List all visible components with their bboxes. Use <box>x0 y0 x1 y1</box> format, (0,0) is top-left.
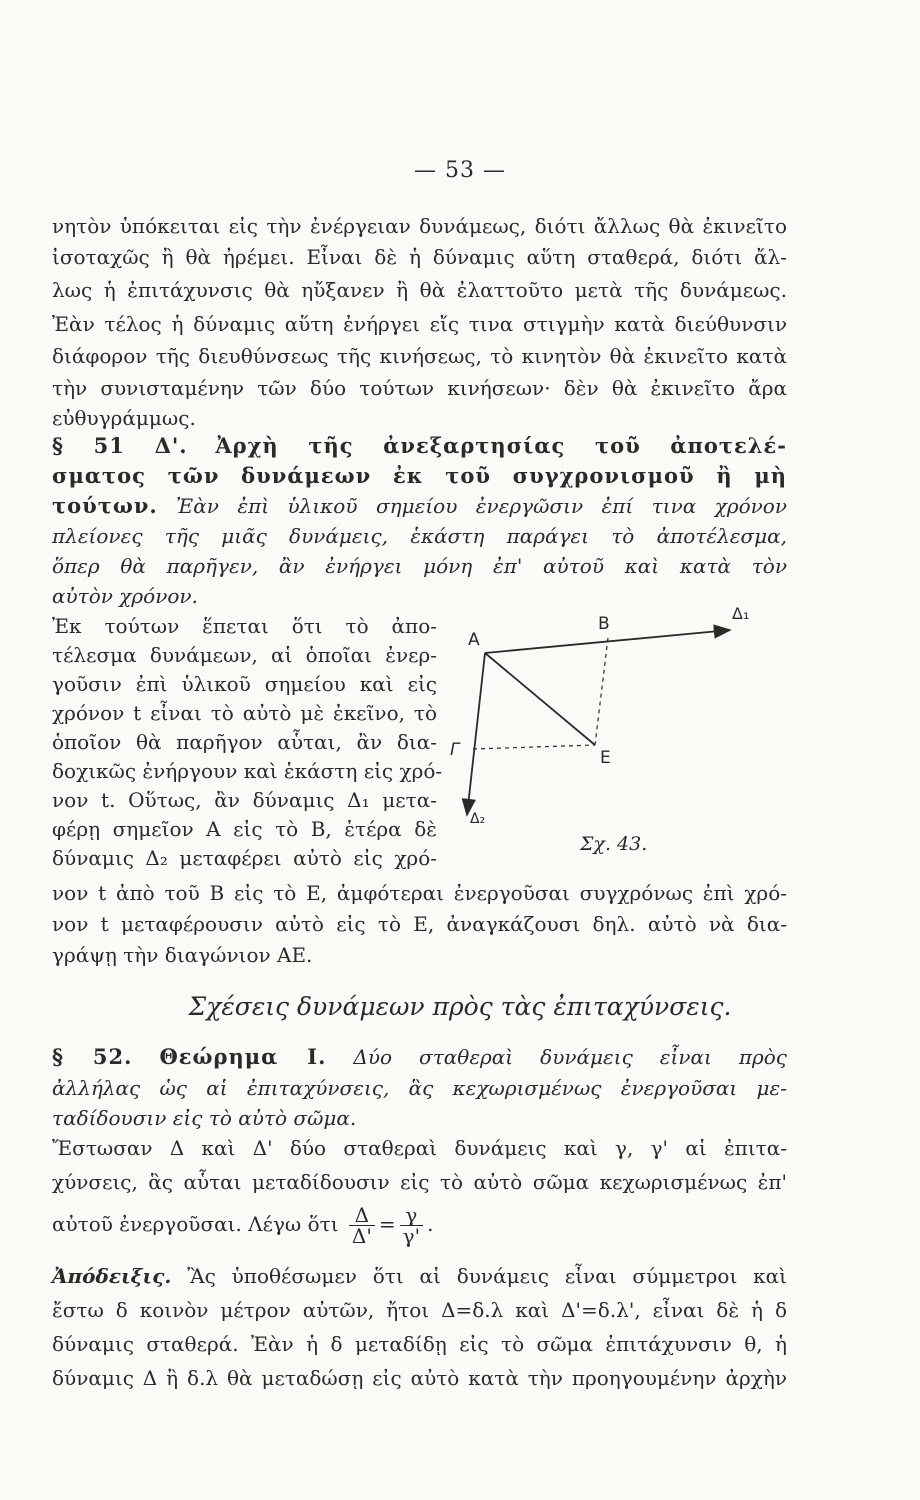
vector-d2 <box>467 653 485 815</box>
numerator: Δ <box>349 1205 375 1226</box>
proof-line: ἔστω δ κοινὸν μέτρον αὐτῶν, ἤτοι Δ=δ.λ καὶ Δ'=δ.λ', εἶναι δὲ ἡ δ <box>52 1298 787 1322</box>
statement-line: ἀλλήλας ὡς αἱ ἐπιταχύνσεις, ἃς κεχωρισμένως ἐνεργοῦσαι με- <box>52 1076 787 1100</box>
text-line: ὁποῖον θὰ παρῆγον αὗται, ἂν δια- <box>52 730 437 754</box>
text-line: νον t ἀπὸ τοῦ Β εἰς τὸ Ε, ἀμφότεραι ἐνεργοῦσαι συγχρόνως ἐπὶ χρό- <box>52 881 787 905</box>
statement-text: Δύο σταθεραὶ δυνάμεις εἶναι πρὸς <box>353 1045 788 1069</box>
text-line: διάφορον τῆς διευθύνσεως τῆς κινήσεως, τὸ κινητὸν θὰ ἐκινεῖτο κατὰ <box>52 344 787 368</box>
text-line: χύνσεις, ἃς αὗται μεταδίδουσιν εἰς τὸ αὐτὸ σῶμα κεχωρισμένως ἐπ' <box>52 1170 787 1194</box>
text-line: Ἐὰν τέλος ἡ δύναμις αὕτη ἐνήργει εἴς τινα στιγμὴν κατὰ διεύθυνσιν <box>52 312 787 336</box>
formula-line <box>52 1202 787 1246</box>
figure-caption: Σχ. 43. <box>580 833 648 855</box>
text-line: Ἐκ τούτων ἕπεται ὅτι τὸ ἀπο- <box>52 614 437 638</box>
page-number: — 53 — <box>414 158 506 183</box>
section-52-heading-line <box>52 1043 787 1071</box>
statement-line <box>52 492 787 520</box>
section-number: § 51 Δ'. <box>52 433 188 458</box>
label-e: Ε <box>600 748 611 768</box>
label-a: Α <box>468 630 480 650</box>
proof-text: Ἂς ὑποθέσωμεν ὅτι αἱ δυνάμεις εἶναι σύμμετροι καὶ <box>187 1264 787 1288</box>
text-line: εὐθυγράμμως. <box>52 406 196 430</box>
statement-line: αὐτὸν χρόνον. <box>52 584 198 608</box>
proof-line <box>52 1262 787 1290</box>
fraction-right <box>400 1205 423 1246</box>
text-line: ἰσοταχῶς ἢ θὰ ἠρέμει. Εἶναι δὲ ἡ δύναμις αὕτη σταθερά, διότι ἄλ- <box>52 245 787 269</box>
statement-line: πλείονες τῆς μιᾶς δυνάμεις, ἑκάστη παράγει τὸ ἀποτέλεσμα, <box>52 524 787 548</box>
section-number: § 52. <box>52 1044 133 1069</box>
label-d1: Δ₁ <box>732 605 750 623</box>
proof-label: Ἀπόδειξις. <box>52 1264 172 1288</box>
text-line: δοχικῶς ἐνήργουν καὶ ἑκάστη εἰς χρό- <box>52 759 443 783</box>
text-line: τὴν συνισταμένην τῶν δύο τούτων κινήσεων· δὲν θὰ ἐκινεῖτο ἄρα <box>52 376 787 400</box>
text-line: τέλεσμα δυνάμεων, αἱ ὁποῖαι ἐνερ- <box>52 643 437 667</box>
text-line: δύναμις Δ₂ μεταφέρει αὐτὸ εἰς χρό- <box>52 846 437 870</box>
text-line: γοῦσιν ἐπὶ ὑλικοῦ σημείου καὶ εἰς <box>52 672 437 696</box>
dashed-ge <box>473 745 595 749</box>
section-title: Ἀρχὴ τῆς ἀνεξαρτησίας τοῦ ἀποτελέ- <box>215 433 787 458</box>
section-title-end: τούτων. <box>52 493 158 518</box>
label-g: Γ <box>450 740 460 760</box>
section-51-heading-line <box>52 432 787 460</box>
text-line: Ἔστωσαν Δ καὶ Δ' δύο σταθεραὶ δυνάμεις καὶ γ, γ' αἱ ἐπιτα- <box>52 1136 787 1160</box>
denominator: Δ' <box>351 1224 372 1248</box>
text-line: λως ἡ ἐπιτάχυνσις θὰ ηὔξανεν ἢ θὰ ἐλαττοῦτο μετὰ τῆς δυνάμεως. <box>52 278 787 302</box>
section-title-line: σματος τῶν δυνάμεων ἐκ τοῦ συγχρονισμοῦ ἢ μὴ <box>52 463 787 488</box>
theorem-title: Θεώρημα I. <box>159 1044 327 1069</box>
text-line: φέρῃ σημεῖον Α εἰς τὸ Β, ἑτέρα δὲ <box>52 817 437 841</box>
proof-line: δύναμις σταθερά. Ἐὰν ἡ δ μεταδίδῃ εἰς τὸ σῶμα ἐπιτάχυνσιν θ, ἡ <box>52 1332 787 1356</box>
statement-line: ὅπερ θὰ παρῆγεν, ἂν ἐνήργει μόνη ἐπ' αὐτοῦ καὶ κατὰ τὸν <box>52 554 787 578</box>
label-d2: Δ₂ <box>470 811 486 827</box>
text-line: νον t μεταφέρουσιν αὐτὸ εἰς τὸ Ε, ἀναγκάζουσι δηλ. αὐτὸ νὰ δια- <box>52 912 787 936</box>
diagonal-ae <box>485 653 595 745</box>
formula-end: . <box>427 1212 434 1236</box>
text-line: νητὸν ὑπόκειται εἰς τὴν ἐνέργειαν δυνάμεως, διότι ἄλλως θὰ ἐκινεῖτο <box>52 214 787 238</box>
dashed-be <box>595 638 608 745</box>
fraction-left <box>349 1205 375 1246</box>
text-line: γράψῃ τὴν διαγώνιον ΑΕ. <box>52 943 313 967</box>
formula-text: αὐτοῦ ἐνεργοῦσαι. Λέγω ὅτι <box>52 1212 339 1236</box>
text-line: νον t. Οὕτως, ἂν δύναμις Δ₁ μετα- <box>52 788 437 812</box>
statement-text: Ἐὰν ἐπὶ ὑλικοῦ σημείου ἐνεργῶσιν ἐπί τινα χρόνον <box>176 494 788 518</box>
proof-line: δύναμις Δ ἢ δ.λ θὰ μεταδώσῃ εἰς αὐτὸ κατὰ τὴν προηγουμένην ἀρχὴν <box>52 1366 787 1390</box>
statement-line: ταδίδουσιν εἰς τὸ αὐτὸ σῶμα. <box>52 1106 357 1130</box>
section-heading: Σχέσεις δυνάμεων πρὸς τὰς ἐπιταχύνσεις. <box>188 992 732 1021</box>
text-line: χρόνον t εἶναι τὸ αὐτὸ μὲ ἐκεῖνο, τὸ <box>52 701 437 725</box>
denominator: γ' <box>402 1224 421 1248</box>
numerator: γ <box>400 1205 423 1226</box>
label-b: Β <box>598 614 610 634</box>
equals-sign: = <box>378 1212 396 1236</box>
